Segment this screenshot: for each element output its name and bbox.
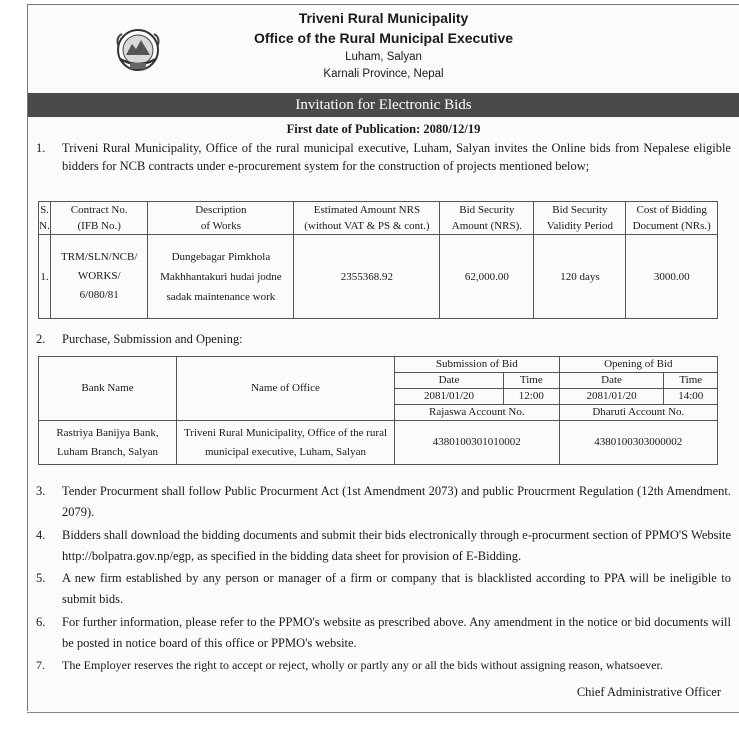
- rajaswa-account-label: Rajaswa Account No.: [395, 405, 560, 421]
- header-opening-of-bid: Opening of Bid: [559, 357, 717, 373]
- cell-description: Dungebagar Pimkhola Makhhantakuri hudai jodne sadak maintenance work: [148, 235, 294, 319]
- list-item-number: 6.: [36, 615, 46, 629]
- list-item-number: 4.: [36, 528, 46, 542]
- table-row: [39, 357, 718, 373]
- submission-date-label: Date: [395, 373, 504, 389]
- bid-notice: [27, 4, 739, 711]
- cell-cost-of-bidding: 3000.00: [626, 235, 718, 319]
- list-item-1: [36, 139, 731, 175]
- office-address: Luham, Salyan: [345, 51, 422, 63]
- table-row: [39, 421, 718, 465]
- table-row: [39, 235, 718, 319]
- list-item-4: [36, 525, 731, 567]
- contract-table: [38, 201, 718, 319]
- list-item-number: 1.: [36, 141, 46, 155]
- list-item-2: [36, 330, 731, 348]
- submission-table: [38, 356, 718, 465]
- list-item-text: For further information, please refer to the PPMO's website as prescribed above. Any amendment in the notice or bid documents will be posted in notice board of this office or PPMO's website.: [62, 615, 731, 650]
- list-item-text: Purchase, Submission and Opening:: [62, 332, 243, 346]
- header-bid-security: Bid Security Amount (NRS).: [440, 202, 534, 235]
- cell-bank-name: Rastriya Banijya Bank, Luham Branch, Salyan: [39, 421, 177, 465]
- opening-time: 14:00: [664, 389, 718, 405]
- cell-office-name: Triveni Rural Municipality, Office of the rural municipal executive, Luham, Salyan: [177, 421, 395, 465]
- list-item-7: [36, 656, 731, 674]
- opening-date: 2081/01/20: [559, 389, 664, 405]
- list-item-text: Bidders shall download the bidding documents and submit their bids electronically through e-procurment section of PPMO'S Website http://bolpatra.gov.np/egp, as specified in the bidding data sheet for provision of E-Bidding.: [62, 528, 731, 563]
- cell-sn: 1.: [39, 235, 51, 319]
- header-cost-of-bidding: Cost of Bidding Document (NRs.): [626, 202, 718, 235]
- cell-rajaswa-account-no: 4380100301010002: [395, 421, 560, 465]
- notice-title-banner: Invitation for Electronic Bids: [28, 93, 739, 117]
- office-province: Karnali Province, Nepal: [323, 68, 444, 80]
- header-estimated-amount: Estimated Amount NRS (without VAT & PS & cont.): [294, 202, 440, 235]
- list-item-number: 5.: [36, 571, 46, 585]
- list-item-5: [36, 568, 731, 610]
- list-item-number: 3.: [36, 484, 46, 498]
- cell-contract-no: TRM/SLN/NCB/ WORKS/ 6/080/81: [51, 235, 148, 319]
- list-item-text: Triveni Rural Municipality, Office of the rural municipal executive, Luham, Salyan invites the Online bids from Nepalese eligible bidders for NCB contracts under e-procurement system for the construction of projects mentioned below;: [62, 141, 731, 173]
- opening-date-label: Date: [559, 373, 664, 389]
- cell-estimated-amount: 2355368.92: [294, 235, 440, 319]
- header-description: Description of Works: [148, 202, 294, 235]
- cell-validity-period: 120 days: [534, 235, 626, 319]
- header-office-name: Name of Office: [177, 357, 395, 421]
- dharuti-account-label: Dharuti Account No.: [559, 405, 717, 421]
- organization-name: Triveni Rural Municipality: [298, 10, 469, 26]
- list-item-text: The Employer reserves the right to accept or reject, wholly or partly any or all the bids without assigning reason, whatsoever.: [62, 658, 663, 672]
- list-item-number: 7.: [36, 658, 45, 672]
- list-item-number: 2.: [36, 332, 46, 346]
- header-validity-period: Bid Security Validity Period: [534, 202, 626, 235]
- bottom-rule: [27, 712, 739, 713]
- cell-bid-security: 62,000.00: [440, 235, 534, 319]
- submission-time: 12:00: [504, 389, 560, 405]
- submission-date: 2081/01/20: [395, 389, 504, 405]
- cell-dharuti-account-no: 4380100303000002: [559, 421, 717, 465]
- list-item-text: A new firm established by any person or manager of a firm or company that is blacklisted according to PPA will be ineligible to submit bids.: [62, 571, 731, 606]
- header-sn: S. N.: [39, 202, 51, 235]
- office-name: Office of the Rural Municipal Executive: [253, 30, 514, 46]
- header-submission-of-bid: Submission of Bid: [395, 357, 560, 373]
- publication-date: First date of Publication: 2080/12/19: [286, 122, 481, 136]
- header-contract-no: Contract No. (IFB No.): [51, 202, 148, 235]
- opening-time-label: Time: [664, 373, 718, 389]
- header-bank-name: Bank Name: [39, 357, 177, 421]
- list-item-3: [36, 481, 731, 523]
- signatory-title: Chief Administrative Officer: [576, 685, 721, 699]
- list-item-text: Tender Procurment shall follow Public Procurment Act (1st Amendment 2073) and public Proucrment Regulation (12th Amendment. 2079).: [62, 484, 731, 519]
- list-item-6: [36, 612, 731, 654]
- submission-time-label: Time: [504, 373, 560, 389]
- notice-header: [28, 5, 739, 89]
- table-header-row: [39, 202, 718, 235]
